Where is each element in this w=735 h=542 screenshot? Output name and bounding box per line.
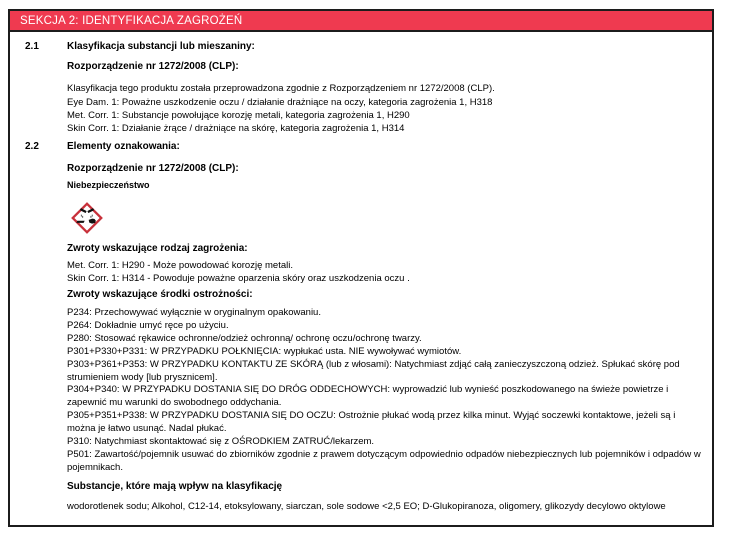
subsection-2-1-row (10, 40, 712, 53)
subsection-title: Elementy oznakowania: (67, 141, 180, 152)
section-content (10, 32, 712, 513)
regulation-heading: Rozporządzenie nr 1272/2008 (CLP): (67, 61, 239, 72)
precautionary-statements-list (67, 307, 704, 475)
substances-text: wodorotlenek sodu; Alkohol, C12-14, etoksylowany, siarczan, sole sodowe <2,5 EO; D-Glukopiranoza, oligomery, glikozydy decylowo oktylowe (67, 500, 666, 512)
precautionary-statement: P303+P361+P353: W PRZYPADKU KONTAKTU ZE SKÓRĄ (lub z włosami): Natychmiast zdjąć całą zanieczyszczoną odzież. Spłukać skórę pod strumieniem wody [lub prysznicem]. (67, 358, 680, 383)
section-header-bar (10, 11, 712, 32)
classification-item: Met. Corr. 1: Substancje powołujące korozję metali, kategoria zagrożenia 1, H290 (67, 110, 410, 121)
subsection-number: 2.2 (25, 141, 39, 152)
classification-list (67, 96, 704, 135)
subsection-number: 2.1 (25, 41, 39, 52)
precautionary-statement: P280: Stosować rękawice ochronne/odzież ochronną/ ochronę oczu/ochronę twarzy. (67, 332, 422, 344)
precautionary-statement: P501: Zawartość/pojemnik usuwać do zbiorników zgodnie z prawem dotyczącym odpowiednio odpadów niebezpiecznych lub pojemników i odpadów w pojemnikach. (67, 448, 701, 473)
hazard-statement: Met. Corr. 1: H290 - Może powodować korozję metali. (67, 260, 293, 271)
classification-intro: Klasyfikacja tego produktu została przeprowadzona zgodnie z Rozporządzeniem nr 1272/2008 (CLP). (67, 83, 495, 94)
precautionary-statement: P301+P330+P331: W PRZYPADKU POŁKNIĘCIA: wypłukać usta. NIE wywoływać wymiotów. (67, 345, 462, 357)
ghs05-corrosion-pictogram (66, 197, 712, 239)
hazard-statements-heading: Zwroty wskazujące rodzaj zagrożenia: (67, 243, 248, 254)
signal-word: Niebezpieczeństwo (67, 180, 150, 190)
precautionary-statement: P305+P351+P338: W PRZYPADKU DOSTANIA SIĘ DO OCZU: Ostrożnie płukać wodą przez kilka minut. Wyjąć soczewki kontaktowe, jeżeli są i można je łatwo usunąć. Nadal płukać. (67, 410, 676, 435)
subsection-2-2-row (10, 140, 712, 153)
classification-item: Skin Corr. 1: Działanie żrące / drażniące na skórę, kategoria zagrożenia 1, H314 (67, 123, 405, 134)
subsection-title: Klasyfikacja substancji lub mieszaniny: (67, 41, 255, 52)
hazard-statement: Skin Corr. 1: H314 - Powoduje poważne oparzenia skóry oraz uszkodzenia oczu . (67, 273, 410, 284)
hazard-statements-list (67, 259, 704, 285)
precautionary-statements-heading: Zwroty wskazujące środki ostrożności: (67, 289, 253, 300)
section-title: SEKCJA 2: IDENTYFIKACJA ZAGROŻEŃ (20, 14, 243, 27)
precautionary-statement: P264: Dokładnie umyć ręce po użyciu. (67, 319, 229, 331)
regulation-heading: Rozporządzenie nr 1272/2008 (CLP): (67, 163, 239, 174)
sds-document-page (8, 9, 714, 527)
substances-heading: Substancje, które mają wpływ na klasyfikację (67, 480, 283, 492)
precautionary-statement: P234: Przechowywać wyłącznie w oryginalnym opakowaniu. (67, 307, 321, 318)
precautionary-statement: P304+P340: W PRZYPADKU DOSTANIA SIĘ DO DRÓG ODDECHOWYCH: wyprowadzić lub wynieść poszkodowanego na świeże powietrze i zapewnić mu warunki do swobodnego oddychania. (67, 384, 669, 409)
precautionary-statement: P310: Natychmiast skontaktować się z OŚRODKIEM ZATRUĆ/lekarzem. (67, 436, 375, 448)
classification-item: Eye Dam. 1: Poważne uszkodzenie oczu / działanie drażniące na oczy, kategoria zagrożenia 1, H318 (67, 97, 493, 108)
corrosion-icon (66, 197, 108, 239)
